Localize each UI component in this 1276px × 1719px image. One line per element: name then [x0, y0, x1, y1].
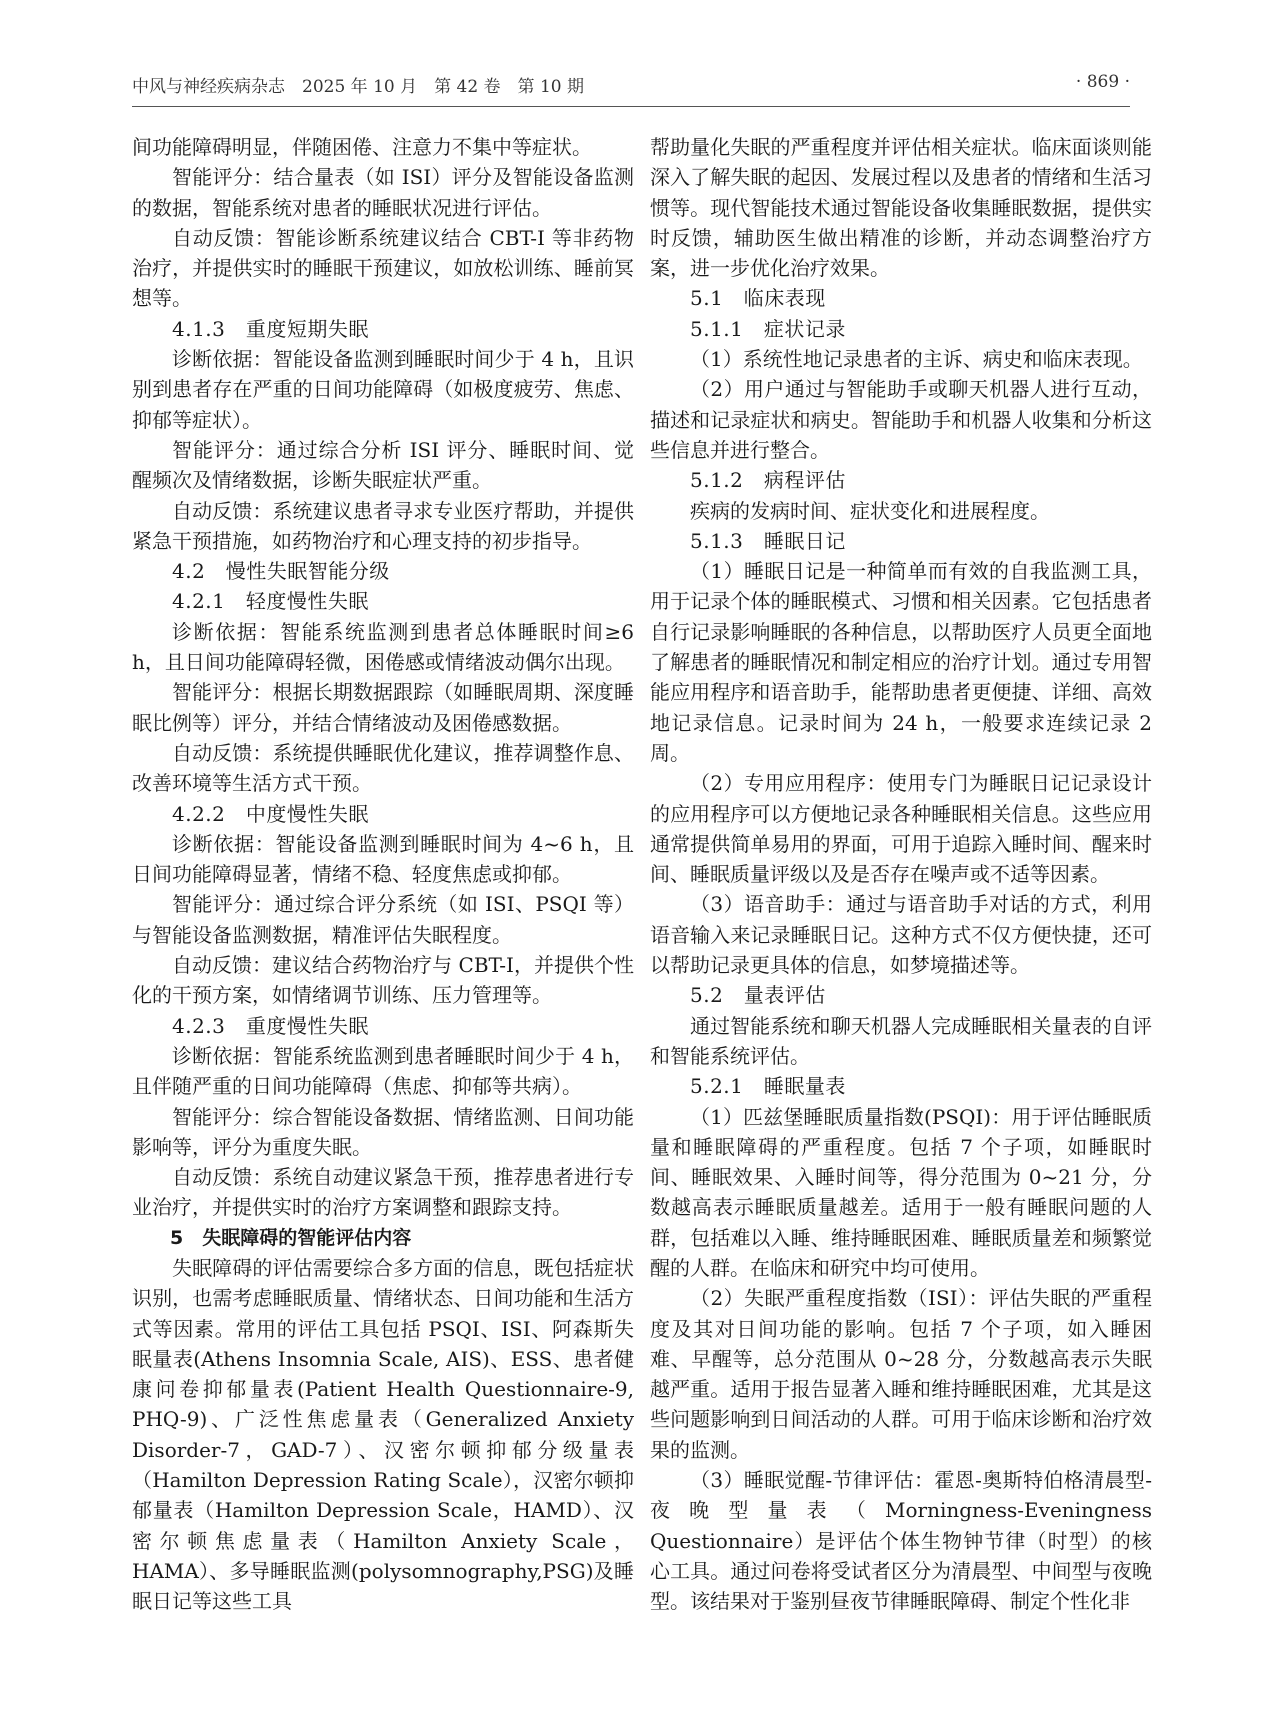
- paragraph: （2）专用应用程序：使用专门为睡眠日记记录设计的应用程序可以方便地记录各种睡眠相关信息。这些应用通常提供简单易用的界面，可用于追踪入睡时间、醒来时间、睡眠质量评级以及是否存在噪声或不适等因素。: [650, 771, 1152, 887]
- paragraph: （1）睡眠日记是一种简单而有效的自我监测工具，用于记录个体的睡眠模式、习惯和相关因素。它包括患者自行记录影响睡眠的各种信息，以帮助医疗人员更全面地了解患者的睡眠情况和制定相应的治疗计划。通过专用智能应用程序和语音助手，能帮助患者更便捷、详细、高效地记录信息。记录时间为 24 h，一般要求连续记录 2 周。: [650, 559, 1152, 765]
- section-heading: 5.1.2 病程评估: [690, 468, 846, 493]
- paragraph: 诊断依据：智能设备监测到睡眠时间为 4~6 h，且日间功能障碍显著，情绪不稳、轻度焦虑或抑郁。: [132, 831, 634, 887]
- paragraph: 通过智能系统和聊天机器人完成睡眠相关量表的自评和智能系统评估。: [650, 1013, 1152, 1068]
- paragraph: 智能评分：结合量表（如 ISI）评分及智能设备监测的数据，智能系统对患者的睡眠状况进行评估。: [132, 165, 634, 220]
- paragraph: 诊断依据：智能系统监测到患者睡眠时间少于 4 h，且伴随严重的日间功能障碍（焦虑、抑郁等共病）。: [132, 1043, 634, 1099]
- section-heading: 4.2.3 重度慢性失眠: [172, 1013, 369, 1038]
- right-column: [650, 132, 1152, 1617]
- paragraph: 疾病的发病时间、症状变化和进展程度。: [690, 498, 1050, 523]
- section-heading: 4.2.2 中度慢性失眠: [172, 801, 369, 826]
- paragraph: 自动反馈：系统自动建议紧急干预，推荐患者进行专业治疗，并提供实时的治疗方案调整和跟踪支持。: [132, 1165, 634, 1220]
- paragraph: 自动反馈：智能诊断系统建议结合 CBT-I 等非药物治疗，并提供实时的睡眠干预建议，如放松训练、睡前冥想等。: [132, 225, 634, 311]
- section-heading: 5.1 临床表现: [690, 286, 826, 311]
- paragraph: （3）睡眠觉醒-节律评估：霍恩-奥斯特伯格清晨型-夜晚型量表（Morningness-Eveningness Questionnaire）是评估个体生物钟节律（时型）的核心工具。通过问卷将受试者区分为清晨型、中间型与夜晚型。该结果对于鉴别昼夜节律睡眠障碍、制定个性化非: [650, 1468, 1152, 1614]
- paragraph: （2）失眠严重程度指数（ISI）：评估失眠的严重程度及其对日间功能的影响。包括 7 个子项，如入睡困难、早醒等，总分范围从 0~28 分，分数越高表示失眠越严重。适用于报告显著入睡和维持睡眠困难，尤其是这些问题影响到日间活动的人群。可用于临床诊断和治疗效果的监测。: [650, 1286, 1152, 1462]
- section-heading: 4.2 慢性失眠智能分级: [172, 559, 390, 584]
- paragraph: 自动反馈：系统提供睡眠优化建议，推荐调整作息、改善环境等生活方式干预。: [132, 740, 634, 796]
- section-heading: 5.2.1 睡眠量表: [690, 1074, 846, 1099]
- paragraph: 智能评分：通过综合分析 ISI 评分、睡眠时间、觉醒频次及情绪数据，诊断失眠症状严重。: [132, 437, 634, 493]
- left-column: [132, 132, 634, 1617]
- section-heading: 5.1.3 睡眠日记: [690, 528, 846, 553]
- paragraph: （1）系统性地记录患者的主诉、病史和临床表现。: [690, 347, 1143, 372]
- paragraph: （1）匹兹堡睡眠质量指数(PSQI)：用于评估睡眠质量和睡眠障碍的严重程度。包括 7 个子项，如睡眠时间、睡眠效果、入睡时间等，得分范围为 0~21 分，分数越高表示睡眠质量越差。适用于一般有睡眠问题的人群，包括难以入睡、维持睡眠困难、睡眠质量差和频繁觉醒的人群。在临床和研究中均可使用。: [650, 1104, 1152, 1280]
- paragraph: 智能评分：综合智能设备数据、情绪监测、日间功能影响等，评分为重度失眠。: [132, 1104, 634, 1159]
- page-number: · 869 ·: [1075, 72, 1130, 92]
- paragraph: 自动反馈：系统建议患者寻求专业医疗帮助，并提供紧急干预措施，如药物治疗和心理支持的初步指导。: [132, 498, 634, 553]
- running-header: [132, 72, 1130, 102]
- section-heading: 4.2.1 轻度慢性失眠: [172, 589, 369, 614]
- paragraph: 诊断依据：智能设备监测到睡眠时间少于 4 h，且识别到患者存在严重的日间功能障碍（如极度疲劳、焦虑、抑郁等症状）。: [132, 347, 634, 432]
- paragraph: 帮助量化失眠的严重程度并评估相关症状。临床面谈则能深入了解失眠的起因、发展过程以及患者的情绪和生活习惯等。现代智能技术通过智能设备收集睡眠数据，提供实时反馈，辅助医生做出精准的诊断，并动态调整治疗方案，进一步优化治疗效果。: [650, 135, 1152, 281]
- section-heading: 5 失眠障碍的智能评估内容: [170, 1226, 412, 1249]
- paragraph: 失眠障碍的评估需要综合多方面的信息，既包括症状识别，也需考虑睡眠质量、情绪状态、日间功能和生活方式等因素。常用的评估工具包括 PSQI、ISI、阿森斯失眠量表(Athens Insomnia Scale, AIS)、ESS、患者健康问卷抑郁量表(Patient Health Questionnaire-9, PHQ-9)、广泛性焦虑量表（Generalized Anxiety Disorder-7，GAD-7）、汉密尔顿抑郁分级量表（Hamilton Depression Rating Scale），汉密尔顿抑郁量表（Hamilton Depression Scale，HAMD）、汉密尔顿焦虑量表（Hamilton Anxiety Scale，HAMA）、多导睡眠监测(polysomnography,PSG)及睡眠日记等这些工具: [132, 1255, 634, 1614]
- section-heading: 5.1.1 症状记录: [690, 316, 846, 341]
- paragraph: 自动反馈：建议结合药物治疗与 CBT-I，并提供个性化的干预方案，如情绪调节训练、压力管理等。: [132, 953, 634, 1008]
- paragraph: 智能评分：根据长期数据跟踪（如睡眠周期、深度睡眠比例等）评分，并结合情绪波动及困倦感数据。: [132, 680, 634, 735]
- header-rule: [132, 106, 1130, 107]
- paragraph: 间功能障碍明显，伴随困倦、注意力不集中等症状。: [132, 135, 592, 159]
- section-heading: 4.1.3 重度短期失眠: [172, 316, 369, 341]
- paragraph: 诊断依据：智能系统监测到患者总体睡眠时间≥6 h，且日间功能障碍轻微，困倦感或情绪波动偶尔出现。: [132, 619, 634, 675]
- journal-info: 中风与神经疾病杂志 2025 年 10 月 第 42 卷 第 10 期: [132, 77, 584, 97]
- paragraph: （2）用户通过与智能助手或聊天机器人进行互动，描述和记录症状和病史。智能助手和机器人收集和分析这些信息并进行整合。: [650, 377, 1152, 462]
- paragraph: 智能评分：通过综合评分系统（如 ISI、PSQI 等）与智能设备监测数据，精准评估失眠程度。: [132, 892, 634, 947]
- section-heading: 5.2 量表评估: [690, 983, 826, 1008]
- paragraph: （3）语音助手：通过与语音助手对话的方式，利用语音输入来记录睡眠日记。这种方式不仅方便快捷，还可以帮助记录更具体的信息，如梦境描述等。: [650, 892, 1152, 978]
